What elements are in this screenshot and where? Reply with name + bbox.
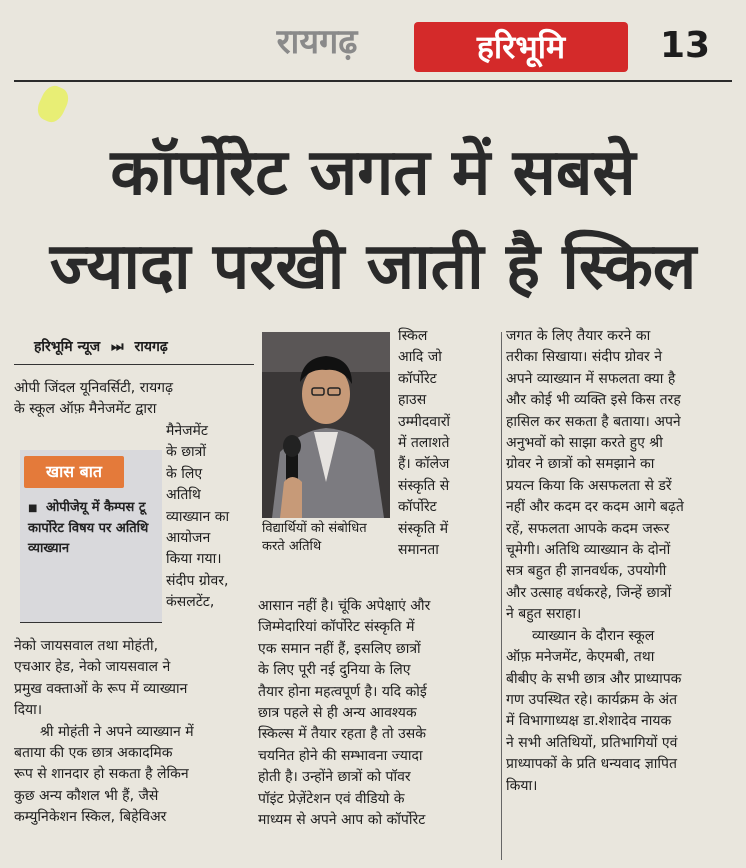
highlight-box-body: ओपीजेयू में कैम्पस टू कार्पोरेट विषय पर अतिथि व्याख्यान xyxy=(28,500,149,556)
text-line: ऑफ़ मनेजमेंट, केएमबी, तथा xyxy=(506,649,655,666)
speaker-photo xyxy=(262,332,390,518)
text-line: होती है। उन्होंने छात्रों को पॉवर xyxy=(258,769,411,786)
text-line: ओपी जिंदल यूनिवर्सिटी, रायगढ़ xyxy=(14,380,173,396)
text-line: अनुभवों को साझा करते हुए श्री xyxy=(506,435,663,452)
text-line: में तलाशते xyxy=(398,435,450,452)
text-line: श्री मोहंती ने अपने व्याख्यान में xyxy=(40,723,194,740)
text-line: ने बहुत सराहा। xyxy=(506,606,582,623)
byline-source: हरिभूमि न्यूज xyxy=(34,339,101,355)
speaker-illustration xyxy=(262,332,390,518)
text-line: और कोई भी व्यक्ति इसे किस तरह xyxy=(506,392,681,409)
text-line: हासिल कर सकता है बताया। अपने xyxy=(506,413,681,430)
text-line: रूप से शानदार हो सकता है लेकिन xyxy=(14,766,189,783)
text-line: के छात्रों xyxy=(166,444,206,461)
col2-body xyxy=(258,596,494,831)
text-line: व्याख्यान के दौरान स्कूल xyxy=(532,627,655,644)
col1-body xyxy=(14,636,246,829)
text-line: कॉर्पोरेट xyxy=(398,370,437,387)
text-line: जगत के लिए तैयार करने का xyxy=(506,328,651,344)
text-line: जिम्मेदारियां कॉर्पोरेट संस्कृति में xyxy=(258,619,415,636)
text-line: कम्युनिकेशन स्किल, बिहेविअर xyxy=(14,809,167,826)
text-line: चूमेगी। अतिथि व्याख्यान के दोनों xyxy=(506,542,671,559)
text-line: में विभागाध्यक्ष डा.शेशादेव नायक xyxy=(506,713,672,730)
highlight-box-rule xyxy=(20,622,162,623)
text-line: तरीका सिखाया। संदीप ग्रोवर ने xyxy=(506,349,663,366)
col1-narrow xyxy=(166,421,244,614)
text-line: एचआर हेड, नेको जायसवाल ने xyxy=(14,659,171,676)
text-line: समानता xyxy=(398,542,439,559)
text-line: छात्र पहले से ही अन्य आवश्यक xyxy=(258,705,417,722)
col1-intro xyxy=(14,378,246,421)
text-line: स्किल्स में तैयार रहता है तो उसके xyxy=(258,726,426,743)
photo-caption: विद्यार्थियों को संबोधित करते अतिथि xyxy=(262,521,367,554)
text-line: आयोजन xyxy=(166,530,211,547)
byline-arrow-icon: ⏭ xyxy=(111,339,124,355)
text-line: ने सभी अतिथियों, प्रतिभागियों एवं xyxy=(506,734,678,751)
text-line: कॉर्पोरेट xyxy=(398,499,437,516)
byline-rule xyxy=(14,364,254,365)
text-line: प्राध्यापकों के प्रति धन्यवाद ज्ञापित xyxy=(506,756,677,773)
text-line: मैनेजमेंट xyxy=(166,423,208,439)
highlighter-mark xyxy=(34,82,73,126)
col2-narrow xyxy=(398,326,494,561)
headline-line-1: कॉर्पोरेट जगत में सबसे xyxy=(110,136,636,210)
col3-body xyxy=(506,326,734,797)
highlight-box-title: खास बात xyxy=(24,456,124,488)
text-line: आसान नहीं है। चूंकि अपेक्षाएं और xyxy=(258,598,431,614)
text-line: बीबीए के सभी छात्र और प्राध्यापक xyxy=(506,670,682,687)
text-line: ग्रोवर ने छात्रों को समझाने का xyxy=(506,456,655,473)
section-place-label: रायगढ़ xyxy=(276,22,358,62)
text-line: गण उपस्थित रहे। कार्यक्रम के अंत xyxy=(506,691,678,708)
text-line: कुछ अन्य कौशल भी हैं, जैसे xyxy=(14,787,159,804)
text-line: प्रयत्न किया कि असफलता से डरें xyxy=(506,477,672,494)
text-line: पॉइंट प्रेज़ेंटेशन एवं वीडियो के xyxy=(258,790,405,807)
byline-place: रायगढ़ xyxy=(134,339,168,355)
text-line: के लिए xyxy=(166,465,203,482)
text-line: एक समान नहीं हैं, इसलिए छात्रों xyxy=(258,640,421,657)
text-line: दिया। xyxy=(14,702,43,719)
text-line: संदीप ग्रोवर, xyxy=(166,572,229,589)
bullet-icon: ■ xyxy=(28,503,38,514)
text-line: आदि जो xyxy=(398,349,442,366)
header-rule xyxy=(14,80,732,82)
text-line: चयनित होने की सम्भावना ज्यादा xyxy=(258,747,423,764)
text-line: सत्र बहुत ही ज्ञानवर्धक, उपयोगी xyxy=(506,563,667,580)
text-line: रहें, सफलता आपके कदम जरूर xyxy=(506,520,670,537)
text-line: माध्यम से अपने आप को कॉर्पोरेट xyxy=(258,812,426,829)
text-line: संस्कृति से xyxy=(398,477,450,494)
text-line: हाउस xyxy=(398,392,427,409)
text-line: अतिथि xyxy=(166,487,201,504)
text-line: प्रमुख वक्ताओं के रूप में व्याख्यान xyxy=(14,680,188,697)
text-line: संस्कृति में xyxy=(398,520,449,537)
text-line: किया गया। xyxy=(166,551,222,568)
byline xyxy=(34,336,254,358)
text-line: और उत्साह वर्धकरहे, जिन्हें छात्रों xyxy=(506,584,672,601)
text-line: के स्कूल ऑफ़ मैनेजमेंट द्वारा xyxy=(14,401,157,418)
text-line: तैयार होना महत्वपूर्ण है। यदि कोई xyxy=(258,683,427,700)
text-line: के लिए पूरी नई दुनिया के लिए xyxy=(258,662,411,679)
page-number: 13 xyxy=(659,25,711,66)
headline-line-2: ज्यादा परखी जाती है स्किल xyxy=(49,230,697,304)
text-line: बताया की एक छात्र अकादमिक xyxy=(14,745,173,762)
newspaper-logo: हरिभूमि xyxy=(414,22,628,72)
text-line: स्किल xyxy=(398,328,428,344)
text-line: कंसलटेंट, xyxy=(166,594,215,611)
highlight-box-text xyxy=(28,498,152,559)
text-line: नेको जायसवाल तथा मोहंती, xyxy=(14,638,159,654)
text-line: नहीं और कदम दर कदम आगे बढ़ते xyxy=(506,499,684,516)
text-line: हैं। कॉलेज xyxy=(398,456,450,473)
text-line: किया। xyxy=(506,777,538,794)
text-line: अपने व्याख्यान में सफलता क्या है xyxy=(506,370,676,387)
text-line: व्याख्यान का xyxy=(166,508,230,525)
text-line: उम्मीदवारों xyxy=(398,413,451,430)
column-rule xyxy=(501,332,502,860)
